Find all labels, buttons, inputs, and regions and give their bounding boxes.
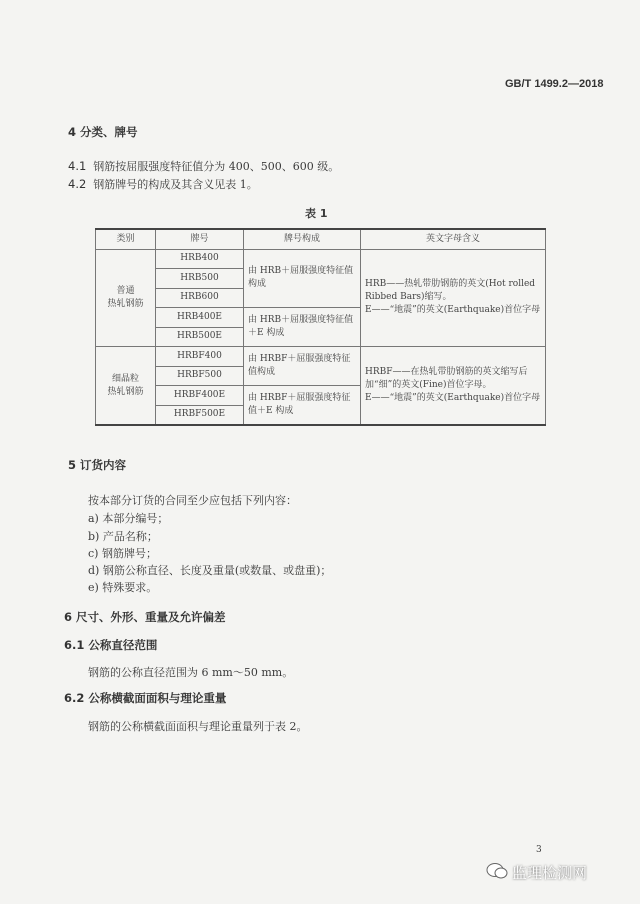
composition-cell: 由 HRBF＋屈服强度特征值＋E 构成	[244, 386, 361, 426]
clause-text: 钢筋按屈服强度特征值分为 400、500、600 级。	[93, 160, 340, 173]
meaning-cell: HRB——热轧带肋钢筋的英文(Hot rolled Ribbed Bars)缩写。 E——“地震”的英文(Earthquake)首位字母	[361, 249, 546, 347]
grade-cell: HRBF400	[156, 347, 244, 367]
list-item: d) 钢筋公称直径、长度及重量(或数量、或盘重)；	[88, 564, 332, 577]
table-caption: 表 1	[305, 207, 328, 220]
category-cell: 细晶粒 热轧钢筋	[96, 347, 156, 426]
section-6-heading: 6 尺寸、外形、重量及允许偏差	[64, 610, 226, 624]
table-row	[96, 347, 546, 367]
clause-number: 4.2	[68, 177, 87, 191]
section-6-2-heading: 6.2 公称横截面面积与理论重量	[64, 691, 227, 705]
grade-cell: HRB400	[156, 249, 244, 269]
category-cell: 普通 热轧钢筋	[96, 249, 156, 347]
clause-text: 钢筋牌号的构成及其含义见表 1。	[93, 178, 258, 191]
list-item: c) 钢筋牌号；	[88, 547, 157, 560]
list-item: a) 本部分编号；	[88, 512, 169, 525]
list-item: b) 产品名称；	[88, 530, 158, 543]
grade-cell: HRB500E	[156, 327, 244, 347]
grade-cell: HRBF500E	[156, 405, 244, 425]
paragraph: 钢筋的公称直径范围为 6 mm～50 mm。	[88, 666, 294, 679]
wechat-icon	[486, 862, 508, 884]
section-6-1-heading: 6.1 公称直径范围	[64, 638, 158, 652]
table-row	[96, 249, 546, 269]
composition-cell: 由 HRB＋屈服强度特征值＋E 构成	[244, 308, 361, 347]
paragraph: 按本部分订货的合同至少应包括下列内容：	[88, 494, 297, 507]
header-cell: 类别	[96, 229, 156, 249]
composition-cell: 由 HRB＋屈服强度特征值构成	[244, 249, 361, 308]
table-header-row	[96, 229, 546, 249]
section-5-heading: 5 订货内容	[68, 458, 127, 472]
meaning-cell: HRBF——在热轧带肋钢筋的英文缩写后加“细”的英文(Fine)首位字母。 E——“地震”的英文(Earthquake)首位字母	[361, 347, 546, 426]
watermark: 监理检测网	[512, 864, 588, 882]
composition-cell: 由 HRBF＋屈服强度特征值构成	[244, 347, 361, 386]
grade-table	[95, 228, 546, 426]
section-4-heading: 4 分类、牌号	[68, 125, 138, 139]
grade-cell: HRB400E	[156, 308, 244, 328]
header-cell: 英文字母含义	[361, 229, 546, 249]
list-item: e) 特殊要求。	[88, 581, 158, 594]
standard-number: GB/T 1499.2—2018	[505, 78, 604, 90]
grade-cell: HRBF500	[156, 366, 244, 386]
grade-cell: HRBF400E	[156, 386, 244, 406]
header-cell: 牌号构成	[244, 229, 361, 249]
page-number: 3	[536, 845, 542, 855]
paragraph: 钢筋的公称横截面面积与理论重量列于表 2。	[88, 720, 308, 733]
header-cell: 牌号	[156, 229, 244, 249]
grade-cell: HRB500	[156, 269, 244, 289]
grade-cell: HRB600	[156, 288, 244, 308]
clause-number: 4.1	[68, 159, 87, 173]
